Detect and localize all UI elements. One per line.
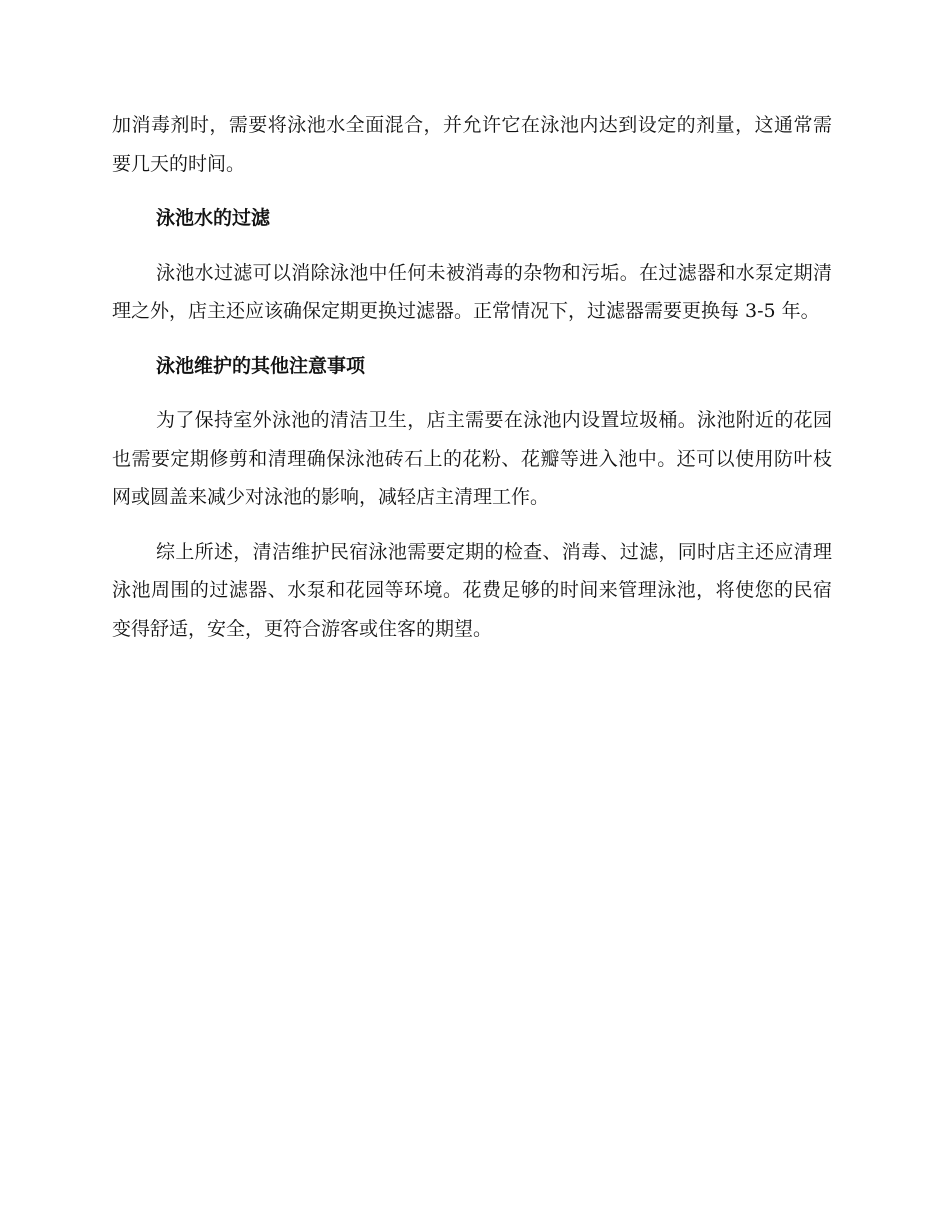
document-page xyxy=(112,106,832,664)
paragraph-pool-filtration: 泳池水过滤可以消除泳池中任何未被消毒的杂物和污垢。在过滤器和水泵定期清理之外，店主还应该确保定期更换过滤器。正常情况下，过滤器需要更换每 3-5 年。 xyxy=(112,261,832,322)
heading-other-maintenance-notes: 泳池维护的其他注意事项 xyxy=(156,354,366,377)
heading-pool-filtration: 泳池水的过滤 xyxy=(156,207,271,229)
paragraph-disinfectant-continuation: 加消毒剂时，需要将泳池水全面混合，并允许它在泳池内达到设定的剂量，这通常需要几天的时间。 xyxy=(112,114,832,175)
paragraph-outdoor-pool-cleaning: 为了保持室外泳池的清洁卫生，店主需要在泳池内设置垃圾桶。泳池附近的花园也需要定期修剪和清理确保泳池砖石上的花粉、花瓣等进入池中。还可以使用防叶枝网或圆盖来减少对泳池的影响，减轻店主清理工作。 xyxy=(112,409,832,508)
paragraph-summary: 综上所述，清洁维护民宿泳池需要定期的检查、消毒、过滤，同时店主还应清理泳池周围的过滤器、水泵和花园等环境。花费足够的时间来管理泳池，将使您的民宿变得舒适，安全，更符合游客或住客的期望。 xyxy=(112,540,832,640)
